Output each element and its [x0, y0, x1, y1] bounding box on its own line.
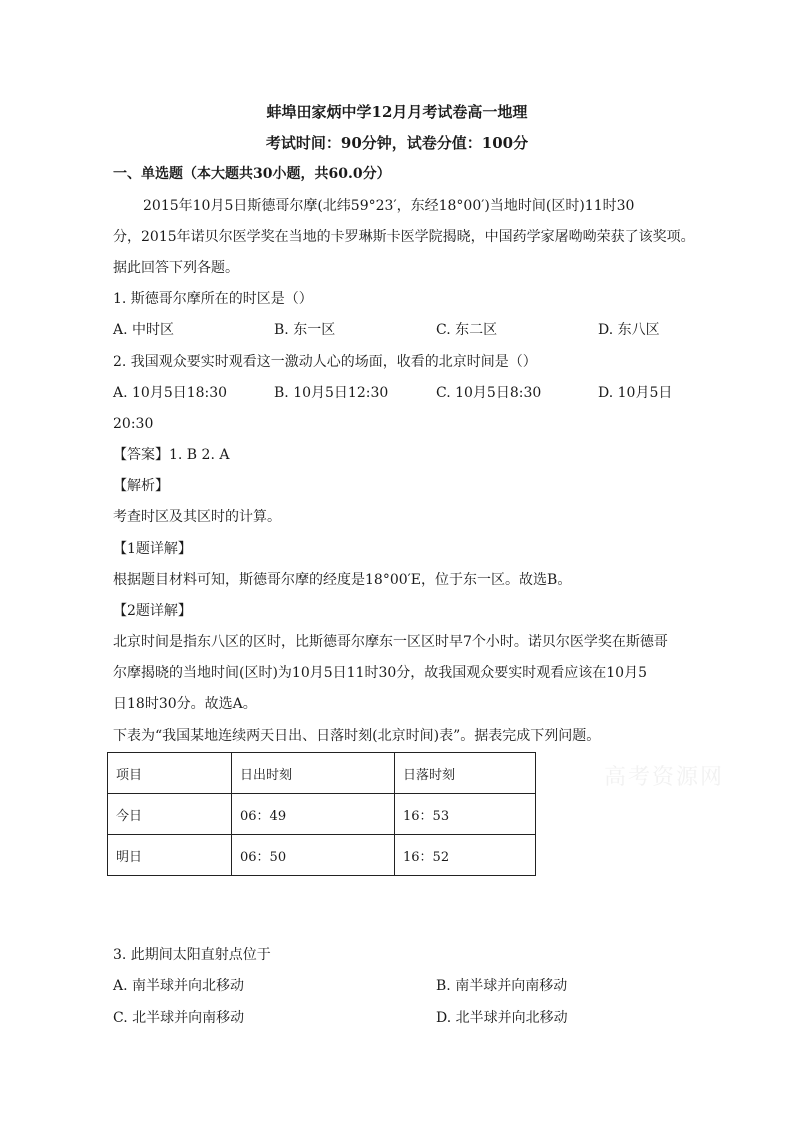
- intro-line-2: 分，2015年诺贝尔医学奖在当地的卡罗琳斯卡医学院揭晓，中国药学家屠呦呦荣获了该奖项。: [113, 229, 695, 245]
- q2-stem: 2. 我国观众要实时观看这一激动人心的场面，收看的北京时间是（）: [113, 354, 537, 370]
- table-cell: 16：53: [395, 794, 536, 835]
- exam-info: 考试时间：90分钟，试卷分值：100分: [265, 134, 529, 152]
- q3-stem: 3. 此期间太阳直射点位于: [113, 947, 271, 963]
- analysis-text: 考查时区及其区时的计算。: [113, 509, 281, 525]
- detail-1-label: 【1题详解】: [113, 541, 192, 557]
- q1-stem: 1. 斯德哥尔摩所在的时区是（）: [113, 291, 313, 307]
- table-cell: 06：49: [232, 794, 395, 835]
- table-row: [108, 835, 536, 876]
- page-title: 蚌埠田家炳中学12月月考试卷高一地理: [266, 103, 528, 121]
- detail-2-label: 【2题详解】: [113, 603, 192, 619]
- q1-option-c: C. 东二区: [436, 322, 498, 338]
- table-header-cell: 日落时刻: [395, 753, 536, 794]
- q2-option-b: B. 10月5日12:30: [274, 385, 389, 401]
- q3-option-b: B. 南半球并向南移动: [436, 978, 568, 994]
- q2-option-c: C. 10月5日8:30: [436, 385, 542, 401]
- q2-option-a: A. 10月5日18:30: [113, 385, 228, 401]
- table-cell: 明日: [108, 835, 232, 876]
- detail-2-line-3: 日18时30分。故选A。: [113, 696, 257, 712]
- q1-option-a: A. 中时区: [113, 322, 175, 338]
- table-cell: 今日: [108, 794, 232, 835]
- table-header-row: [108, 753, 536, 794]
- analysis-label: 【解析】: [113, 478, 169, 494]
- table-header-cell: 日出时刻: [232, 753, 395, 794]
- q2-option-d: D. 10月5日: [598, 385, 673, 401]
- watermark: 高考资源网: [604, 765, 725, 790]
- answer-line: 【答案】1. B 2. A: [113, 447, 230, 463]
- q3-option-a: A. 南半球并向北移动: [113, 978, 245, 994]
- q1-option-d: D. 东八区: [598, 322, 660, 338]
- q2-option-d-continued: 20:30: [113, 416, 154, 432]
- table-header-cell: 项目: [108, 753, 232, 794]
- table-cell: 06：50: [232, 835, 395, 876]
- table-cell: 16：52: [395, 835, 536, 876]
- sunrise-sunset-table: [107, 752, 536, 876]
- detail-2-line-2: 尔摩揭晓的当地时间(区时)为10月5日11时30分，故我国观众要实时观看应该在10月5: [113, 665, 647, 681]
- intro-line-1: 2015年10月5日斯德哥尔摩(北纬59°23′，东经18°00′)当地时间(区时)11时30: [143, 198, 635, 214]
- section-heading: 一、单选题（本大题共30小题，共60.0分）: [113, 166, 391, 182]
- detail-2-line-1: 北京时间是指东八区的区时，比斯德哥尔摩东一区区时早7个小时。诺贝尔医学奖在斯德哥: [113, 634, 668, 650]
- q3-option-c: C. 北半球并向南移动: [113, 1010, 245, 1026]
- q3-option-d: D. 北半球并向北移动: [436, 1010, 568, 1026]
- table-row: [108, 794, 536, 835]
- detail-1-text: 根据题目材料可知，斯德哥尔摩的经度是18°00′E，位于东一区。故选B。: [113, 572, 572, 588]
- table-intro: 下表为“我国某地连续两天日出、日落时刻(北京时间)表”。据表完成下列问题。: [113, 728, 601, 744]
- intro-line-3: 据此回答下列各题。: [113, 260, 239, 276]
- q1-option-b: B. 东一区: [274, 322, 336, 338]
